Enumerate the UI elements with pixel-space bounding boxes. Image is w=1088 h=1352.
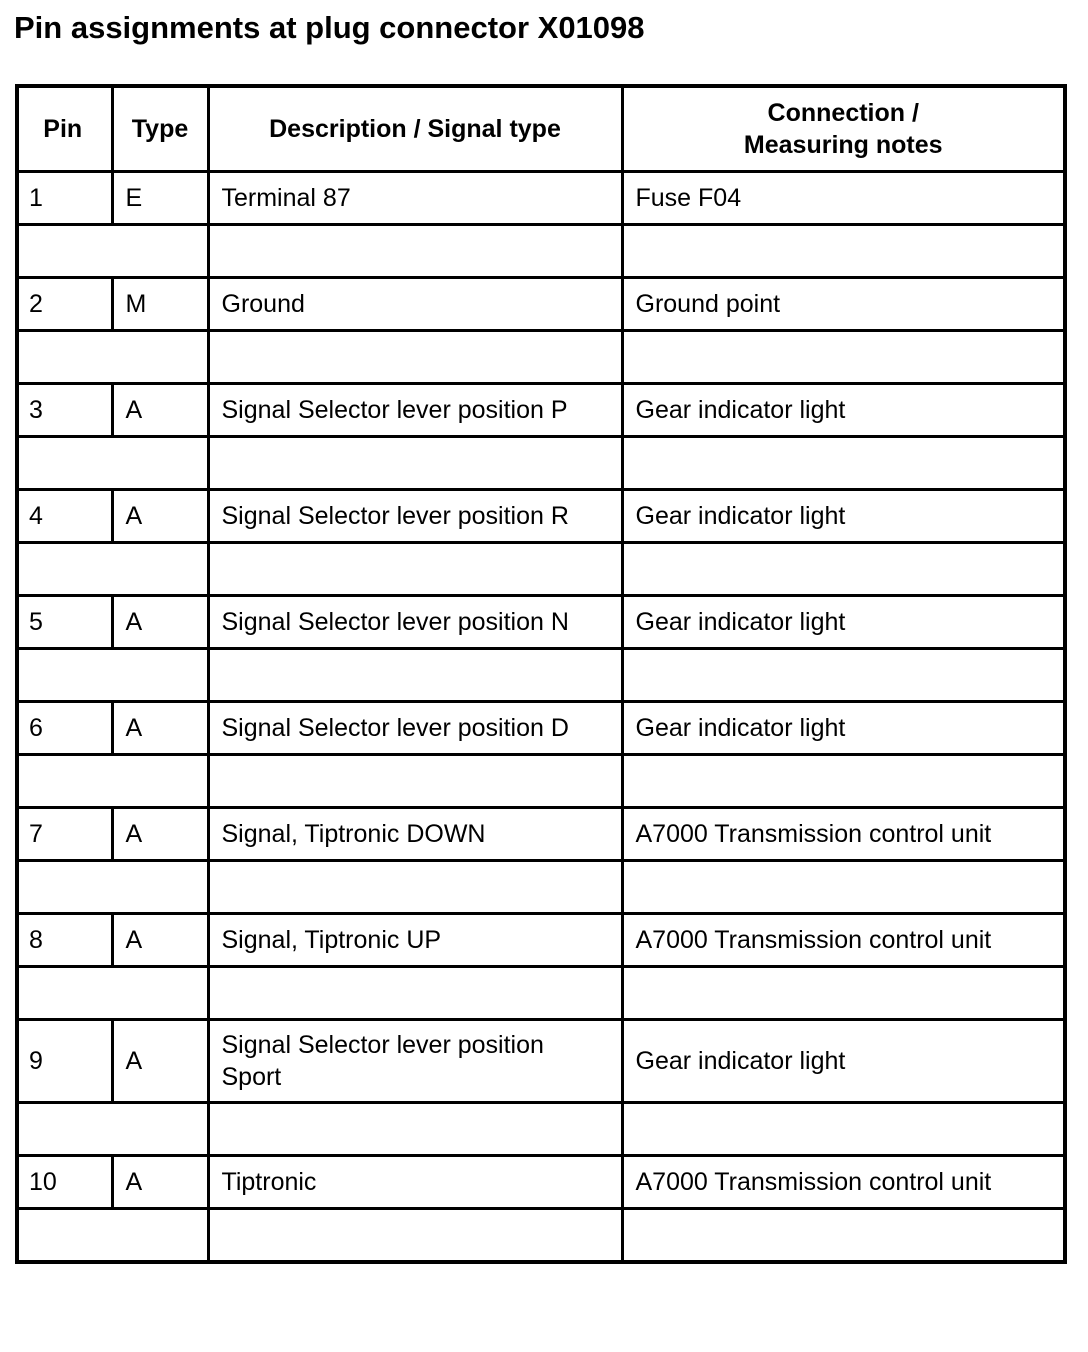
type-cell: A <box>112 808 208 861</box>
connection-cell: Ground point <box>622 278 1065 331</box>
pin-cell: 6 <box>17 702 112 755</box>
pin-cell: 3 <box>17 384 112 437</box>
table-row <box>17 914 1065 967</box>
connection-cell: A7000 Transmission control unit <box>622 914 1065 967</box>
pin-cell: 10 <box>17 1156 112 1209</box>
description-cell: Ground <box>208 278 622 331</box>
type-cell: M <box>112 278 208 331</box>
connection-cell: Gear indicator light <box>622 702 1065 755</box>
spacer-cell <box>208 543 622 596</box>
spacer-cell <box>622 649 1065 702</box>
spacer-cell <box>17 861 208 914</box>
type-cell: A <box>112 384 208 437</box>
description-cell: Tiptronic <box>208 1156 622 1209</box>
spacer-cell <box>208 331 622 384</box>
spacer-row <box>17 437 1065 490</box>
spacer-cell <box>17 755 208 808</box>
spacer-cell <box>17 649 208 702</box>
spacer-cell <box>622 1103 1065 1156</box>
spacer-row <box>17 225 1065 278</box>
spacer-cell <box>208 1103 622 1156</box>
pin-cell: 9 <box>17 1020 112 1103</box>
table-row <box>17 490 1065 543</box>
description-cell: Signal, Tiptronic UP <box>208 914 622 967</box>
description-cell: Signal Selector lever position R <box>208 490 622 543</box>
type-cell: A <box>112 490 208 543</box>
header-row <box>17 86 1065 172</box>
spacer-cell <box>208 1209 622 1263</box>
type-cell: A <box>112 1020 208 1103</box>
spacer-cell <box>17 225 208 278</box>
spacer-cell <box>17 967 208 1020</box>
spacer-row <box>17 543 1065 596</box>
spacer-cell <box>622 225 1065 278</box>
pin-cell: 8 <box>17 914 112 967</box>
spacer-cell <box>622 437 1065 490</box>
spacer-row <box>17 649 1065 702</box>
header-description: Description / Signal type <box>208 86 622 172</box>
connection-cell: Gear indicator light <box>622 490 1065 543</box>
spacer-cell <box>622 861 1065 914</box>
connection-cell: Gear indicator light <box>622 596 1065 649</box>
connection-cell: A7000 Transmission control unit <box>622 808 1065 861</box>
description-line1: Signal Selector lever position <box>221 1031 544 1059</box>
spacer-cell <box>208 861 622 914</box>
spacer-cell <box>208 755 622 808</box>
header-connection-line2: Measuring notes <box>743 131 943 159</box>
pin-cell: 2 <box>17 278 112 331</box>
spacer-cell <box>208 225 622 278</box>
table-row <box>17 384 1065 437</box>
header-pin: Pin <box>17 86 112 172</box>
pin-cell: 5 <box>17 596 112 649</box>
table-row <box>17 278 1065 331</box>
description-cell: Terminal 87 <box>208 172 622 225</box>
spacer-cell <box>17 1209 208 1263</box>
table-row <box>17 702 1065 755</box>
spacer-cell <box>622 755 1065 808</box>
type-cell: A <box>112 702 208 755</box>
table-row <box>17 596 1065 649</box>
type-cell: A <box>112 1156 208 1209</box>
pin-assignment-table <box>15 84 1067 1264</box>
connection-cell: Fuse F04 <box>622 172 1065 225</box>
connection-cell: Gear indicator light <box>622 1020 1065 1103</box>
description-cell: Signal, Tiptronic DOWN <box>208 808 622 861</box>
connection-cell: A7000 Transmission control unit <box>622 1156 1065 1209</box>
description-cell: Signal Selector lever position D <box>208 702 622 755</box>
header-connection-line1: Connection / <box>767 99 919 127</box>
spacer-row <box>17 967 1065 1020</box>
spacer-cell <box>17 437 208 490</box>
description-cell: Signal Selector lever position P <box>208 384 622 437</box>
header-connection <box>622 86 1065 172</box>
page-title: Pin assignments at plug connector X01098 <box>14 10 645 45</box>
spacer-cell <box>208 437 622 490</box>
table-row <box>17 808 1065 861</box>
spacer-cell <box>17 543 208 596</box>
spacer-row <box>17 1103 1065 1156</box>
type-cell: E <box>112 172 208 225</box>
spacer-cell <box>622 543 1065 596</box>
pin-cell: 7 <box>17 808 112 861</box>
spacer-row <box>17 861 1065 914</box>
pin-cell: 1 <box>17 172 112 225</box>
table-row <box>17 172 1065 225</box>
spacer-cell <box>17 331 208 384</box>
spacer-cell <box>622 331 1065 384</box>
spacer-cell <box>622 1209 1065 1263</box>
pin-cell: 4 <box>17 490 112 543</box>
spacer-cell <box>208 649 622 702</box>
type-cell: A <box>112 914 208 967</box>
spacer-row <box>17 755 1065 808</box>
description-cell <box>208 1020 622 1103</box>
description-line2: Sport <box>221 1063 282 1091</box>
description-cell: Signal Selector lever position N <box>208 596 622 649</box>
spacer-cell <box>17 1103 208 1156</box>
spacer-row <box>17 331 1065 384</box>
table-row <box>17 1156 1065 1209</box>
table-row <box>17 1020 1065 1103</box>
spacer-row <box>17 1209 1065 1263</box>
type-cell: A <box>112 596 208 649</box>
connection-cell: Gear indicator light <box>622 384 1065 437</box>
spacer-cell <box>622 967 1065 1020</box>
header-type: Type <box>112 86 208 172</box>
spacer-cell <box>208 967 622 1020</box>
